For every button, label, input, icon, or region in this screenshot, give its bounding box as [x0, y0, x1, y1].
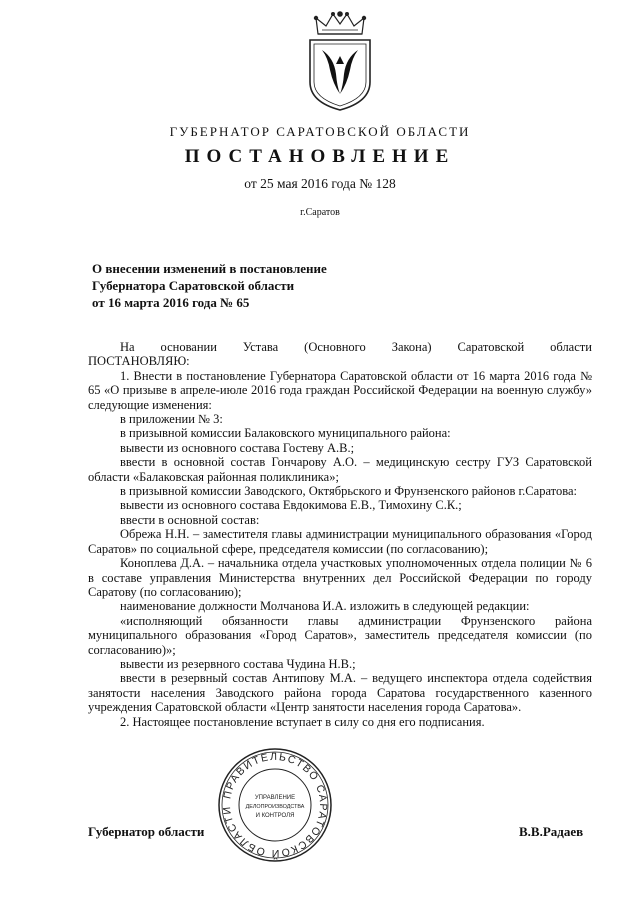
stamp-center-line-3: И КОНТРОЛЯ	[255, 813, 295, 819]
obrezha-entry: Обрежа Н.Н. – заместителя главы администрации муниципального образования «Город Саратов» по социальной сфере, председателя комиссии (по согласованию);	[88, 527, 592, 556]
coat-of-arms-emblem	[300, 8, 380, 112]
konopleva-entry: Коноплева Д.А. – начальника отдела участковых уполномоченных отдела полиции № 6 в составе управления Министерства внутренних дел Российской Федерации по городу Саратову (по согласованию);	[88, 556, 592, 599]
subject-line-3: от 16 марта 2016 года № 65	[92, 295, 250, 310]
balakovo-commission: в призывной комиссии Балаковского муниципального района:	[120, 426, 451, 441]
stamp-center-line-2: ДЕЛОПРОИЗВОДСТВА	[245, 804, 305, 810]
intro-word: области	[550, 340, 592, 354]
intro-word: Устава	[242, 340, 279, 354]
subject-line-1: О внесении изменений в постановление	[92, 261, 327, 276]
intro-word: (Основного	[304, 340, 366, 354]
governor-header: ГУБЕРНАТОР САРАТОВСКОЙ ОБЛАСТИ	[169, 124, 471, 139]
annex-3: в приложении № 3:	[120, 412, 223, 427]
add-main-composition: ввести в основной состав:	[120, 512, 260, 527]
molchanov-intro: наименование должности Молчанова И.А. изложить в следующей редакции:	[120, 599, 530, 614]
document-subject	[92, 260, 392, 311]
item-1: 1. Внести в постановление Губернатора Саратовской области от 16 марта 2016 года № 65 «О призыве в апреле-июле 2016 года граждан Российской Федерации на военную службу» следующие изменения:	[88, 368, 592, 412]
shield-icon	[310, 40, 370, 110]
stamp-ring-text: ПРАВИТЕЛЬСТВО САРАТОВСКОЙ ОБЛАСТИ	[220, 750, 330, 860]
stamp-center-line-1: УПРАВЛЕНИЕ	[254, 795, 296, 801]
signature-name: В.В.Радаев	[519, 824, 584, 839]
remove-chudin: вывести из резервного состава Чудина Н.В.;	[120, 656, 356, 671]
remove-evdokimov: вывести из основного состава Евдокимова Е.В., Тимохину С.К.;	[120, 498, 462, 513]
signature-position: Губернатор области	[88, 824, 205, 839]
remove-gosteva: вывести из основного состава Гостеву А.В.;	[120, 440, 355, 455]
item-2: 2. Настоящее постановление вступает в силу со дня его подписания.	[120, 714, 485, 729]
saratov-commission: в призывной комиссии Заводского, Октябрьского и Фрунзенского районов г.Саратова:	[120, 484, 577, 499]
intro-word: Закона)	[391, 340, 432, 354]
add-goncharova: ввести в основной состав Гончарову А.О. – медицинскую сестру ГУЗ Саратовской области «Балаковская районная поликлиника»;	[88, 455, 592, 484]
intro-word: Саратовской	[457, 340, 525, 354]
intro-word: На	[120, 340, 135, 354]
subject-line-2: Губернатора Саратовской области	[92, 278, 295, 293]
official-stamp	[217, 747, 333, 863]
document-date-number: от 25 мая 2016 года № 128	[244, 176, 396, 191]
document-body	[88, 340, 592, 729]
document-city: г.Саратов	[300, 207, 340, 218]
decree-word: ПОСТАНОВЛЯЮ:	[88, 354, 190, 369]
crown-icon	[314, 12, 365, 34]
add-antipov: ввести в резервный состав Антипову М.А. – ведущего инспектора отдела содействия занятости населения Заводского района города Саратова государственного казенного учреждения Саратовской области «Центр занятости населения города Саратова».	[88, 671, 592, 715]
intro-word: основании	[160, 340, 217, 354]
document-type-title: ПОСТАНОВЛЕНИЕ	[184, 146, 456, 167]
intro-line	[88, 340, 592, 354]
molchanov-text: «исполняющий обязанности главы администрации Фрунзенского района муниципального образования «Город Саратов», заместитель председателя комиссии (по согласованию)»;	[88, 613, 592, 657]
